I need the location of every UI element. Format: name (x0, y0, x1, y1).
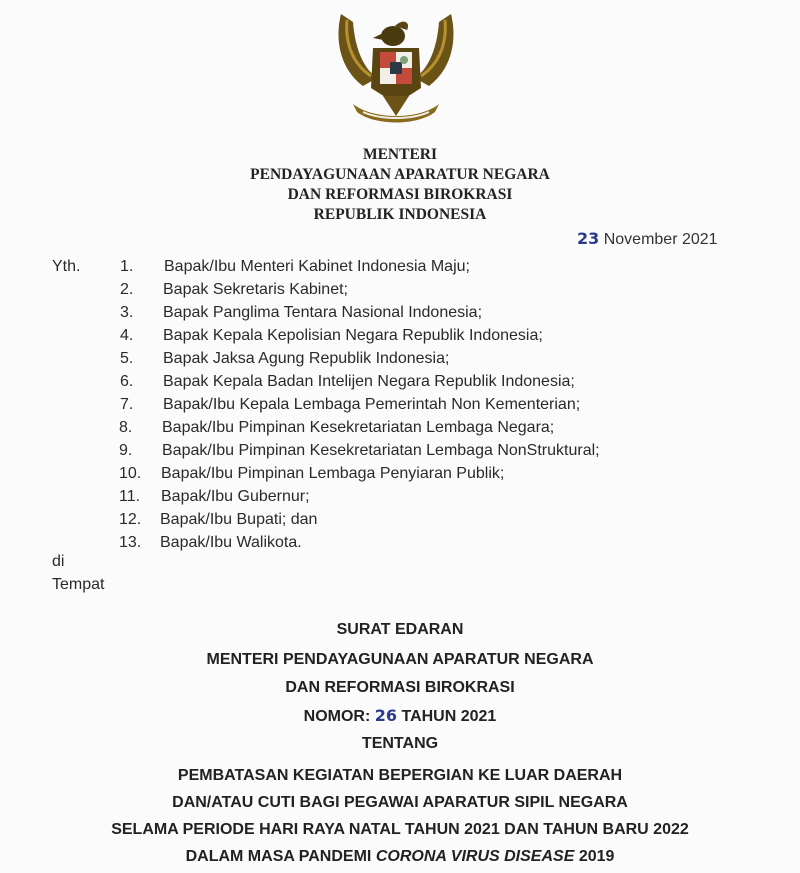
di-label: di (52, 553, 65, 570)
subject-line-2: DAN/ATAU CUTI BAGI PEGAWAI APARATUR SIPIL NEGARA (172, 794, 628, 811)
subject-line-3: SELAMA PERIODE HARI RAYA NATAL TAHUN 2021 DAN TAHUN BARU 2022 (111, 821, 689, 838)
subject-line-4: DALAM MASA PANDEMI CORONA VIRUS DISEASE 2019 (185, 848, 615, 865)
letter-date (577, 229, 718, 249)
circular-number: NOMOR: 26 TAHUN 2021 (303, 706, 497, 725)
letterhead-line-1: MENTERI (362, 146, 438, 163)
tempat-label: Tempat (52, 576, 105, 593)
circular-issuer-1: MENTERI PENDAYAGUNAAN APARATUR NEGARA (206, 651, 594, 668)
addressee-label: Yth. (52, 258, 81, 275)
circular-issuer-2: DAN REFORMASI BIROKRASI (285, 679, 515, 696)
letterhead-line-3: DAN REFORMASI BIROKRASI (287, 186, 513, 203)
circular-title: SURAT EDARAN (336, 621, 464, 638)
date-month-year: November 2021 (603, 231, 718, 248)
date-day-handwritten: 23 (577, 229, 600, 248)
garuda-emblem-icon (333, 8, 459, 130)
number-handwritten: 26 (374, 706, 398, 725)
letterhead-line-4: REPUBLIK INDONESIA (313, 206, 487, 223)
letterhead-line-2: PENDAYAGUNAAN APARATUR NEGARA (250, 166, 550, 183)
subject-line-1: PEMBATASAN KEGIATAN BEPERGIAN KE LUAR DAERAH (177, 767, 623, 784)
circular-about: TENTANG (361, 735, 439, 752)
